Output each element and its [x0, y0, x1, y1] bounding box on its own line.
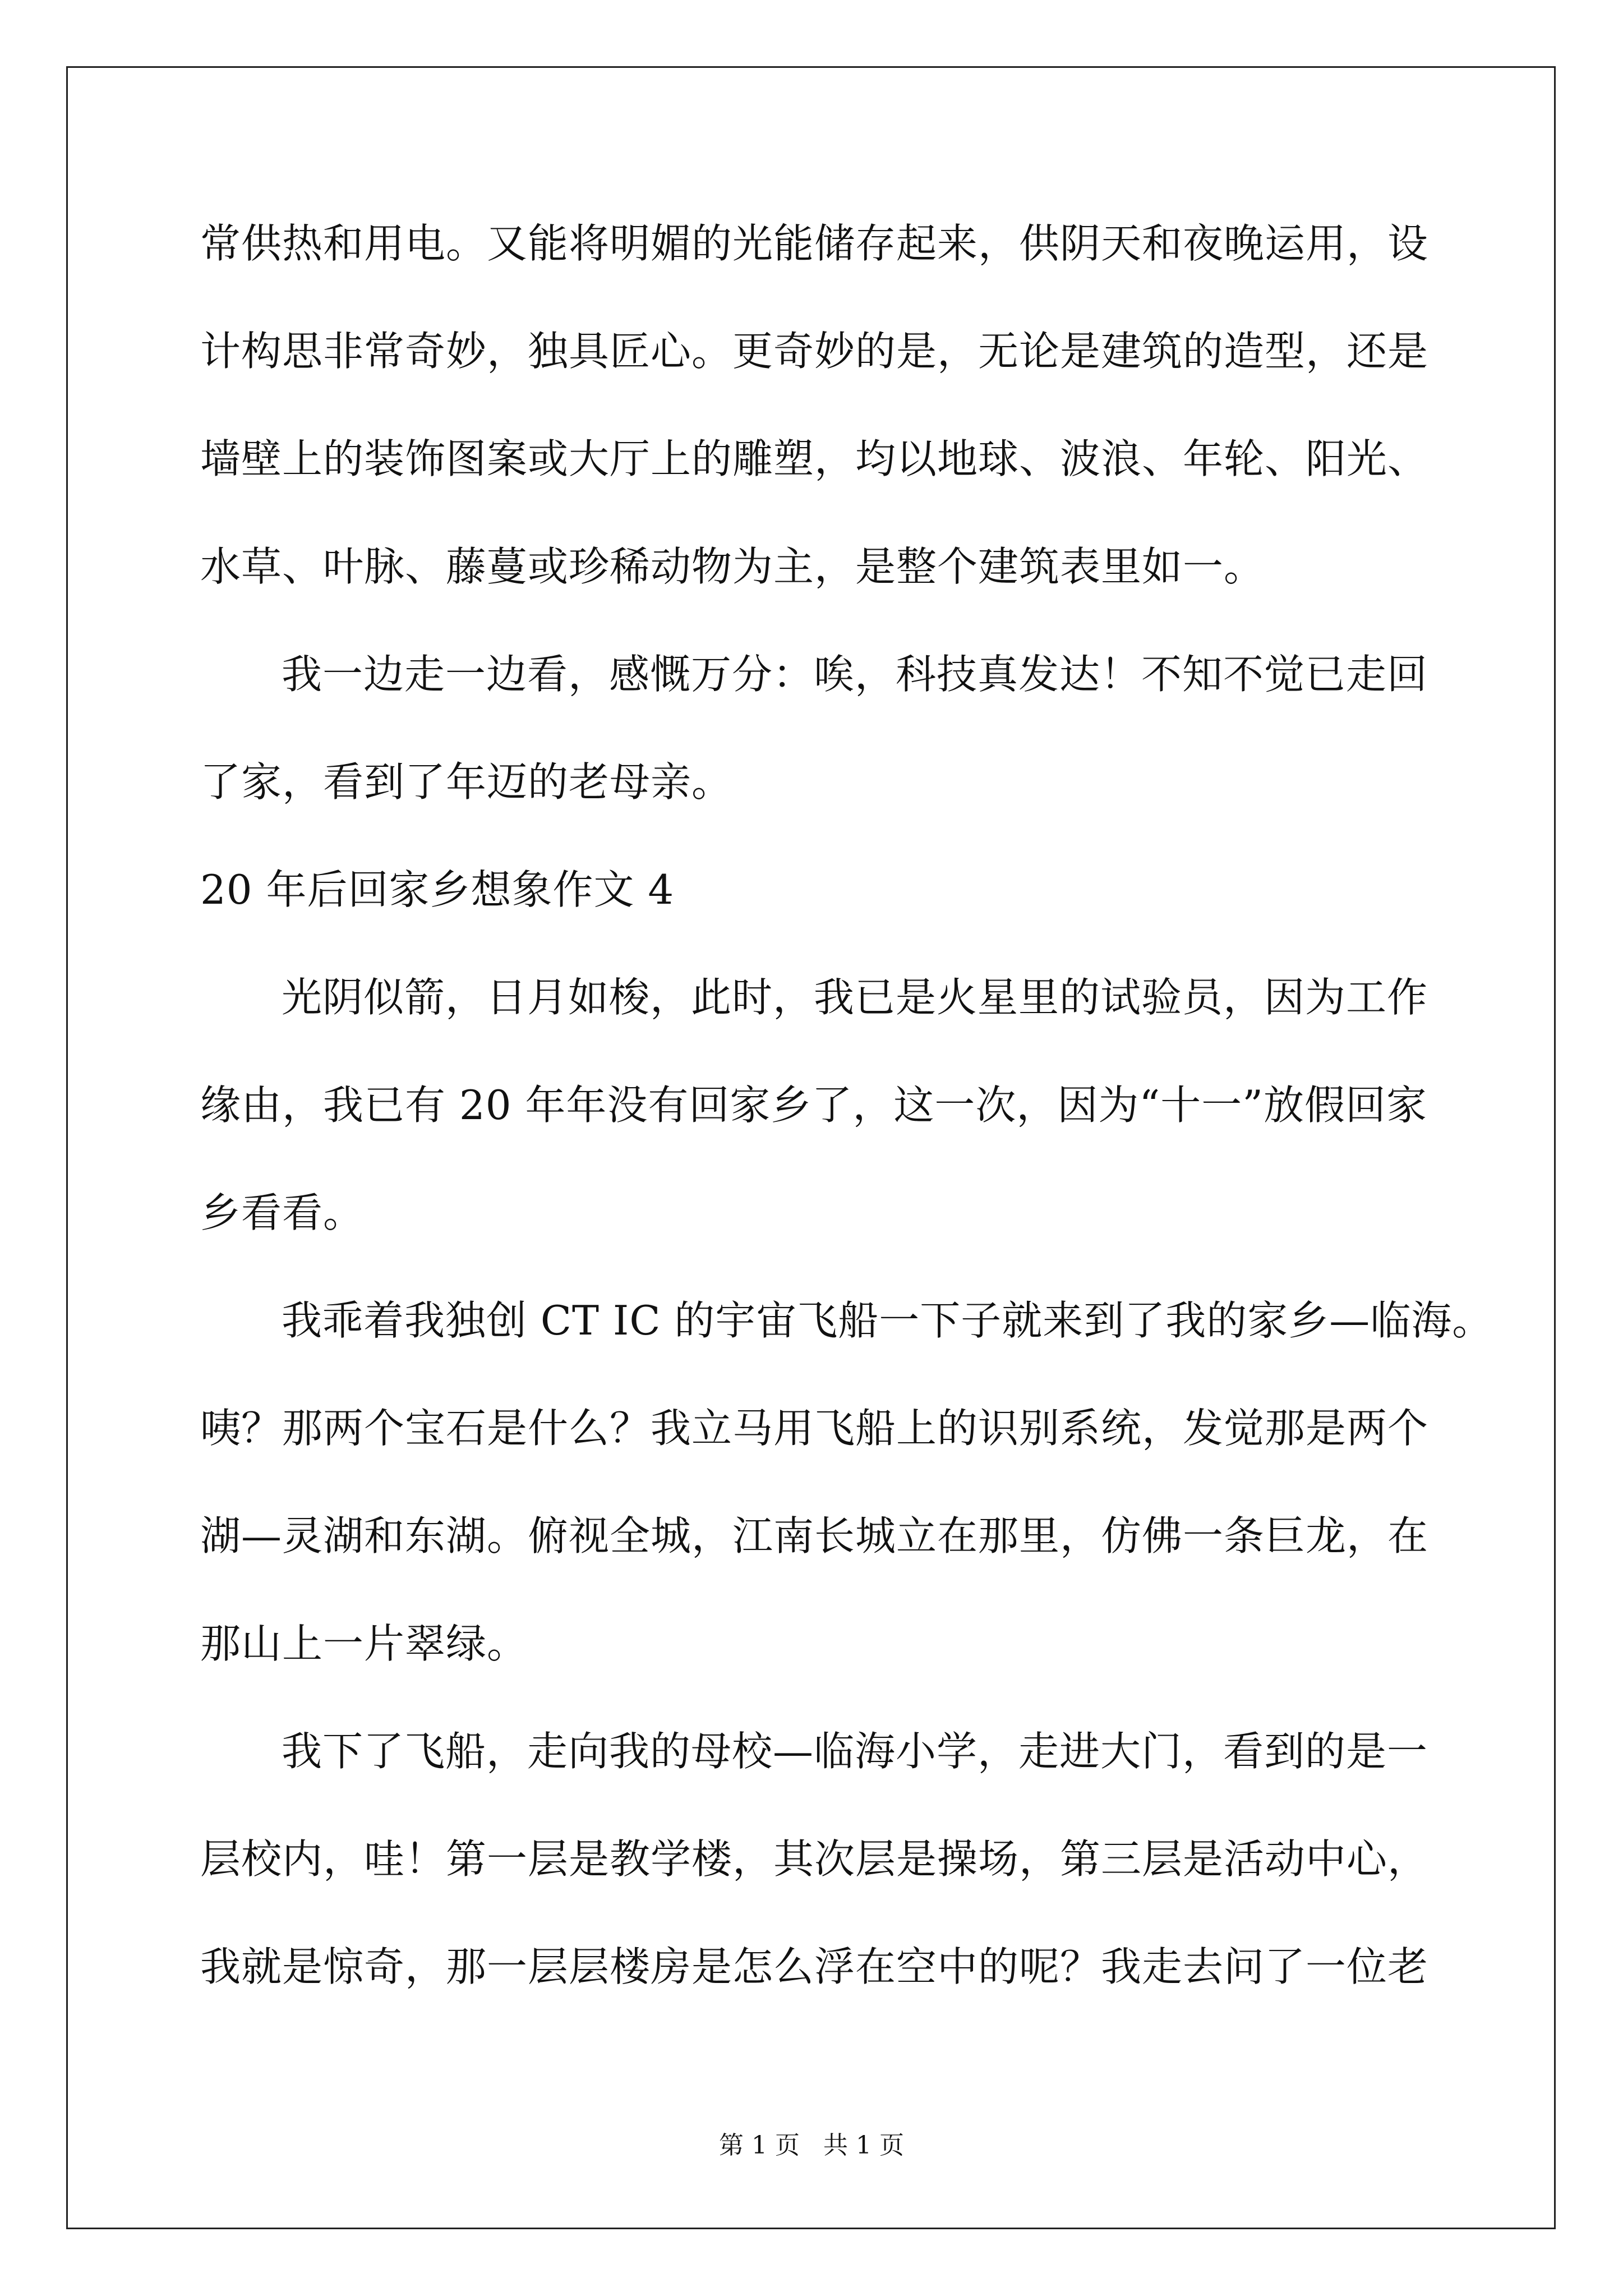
- page-footer: 第 1 页 共 1 页: [719, 2131, 904, 2160]
- paragraph-line: 层校内，哇！第一层是教学楼，其次层是操场，第三层是活动中心，: [200, 1835, 1429, 1883]
- paragraph-line: 了家，看到了年迈的老母亲。: [200, 758, 733, 806]
- paragraph-line: 墙壁上的装饰图案或大厅上的雕塑，均以地球、波浪、年轮、阳光、: [200, 435, 1429, 482]
- section-heading: 20 年后回家乡想象作文 4: [200, 866, 675, 913]
- paragraph-line: 常供热和用电。又能将明媚的光能储存起来，供阴天和夜晚运用，设: [200, 220, 1429, 267]
- paragraph-line: 那山上一片翠绿。: [200, 1620, 528, 1667]
- paragraph-line: 咦？那两个宝石是什么？我立马用飞船上的识别系统，发觉那是两个: [200, 1405, 1429, 1452]
- paragraph-line: 缘由，我已有 20 年年没有回家乡了，这一次，因为“十一”放假回家: [200, 1082, 1428, 1129]
- paragraph-line: 我乖着我独创 CT IC 的宇宙飞船一下子就来到了我的家乡—临海。: [282, 1297, 1493, 1344]
- paragraph-line: 湖—灵湖和东湖。俯视全城，江南长城立在那里，仿佛一条巨龙，在: [200, 1512, 1429, 1559]
- paragraph-line: 计构思非常奇妙，独具匠心。更奇妙的是，无论是建筑的造型，还是: [200, 328, 1429, 375]
- page-border: [66, 66, 1556, 2229]
- paragraph-line: 我一边走一边看，感慨万分：唉，科技真发达！不知不觉已走回: [282, 651, 1428, 698]
- paragraph-line: 我下了飞船，走向我的母校—临海小学，走进大门，看到的是一: [282, 1728, 1428, 1775]
- paragraph-line: 光阴似箭，日月如梭，此时，我已是火星里的试验员，因为工作: [282, 974, 1428, 1021]
- paragraph-line: 乡看看。: [200, 1189, 365, 1236]
- paragraph-line: 我就是惊奇，那一层层楼房是怎么浮在空中的呢？我走去问了一位老: [200, 1943, 1429, 1990]
- paragraph-line: 水草、叶脉、藤蔓或珍稀动物为主，是整个建筑表里如一。: [200, 543, 1265, 590]
